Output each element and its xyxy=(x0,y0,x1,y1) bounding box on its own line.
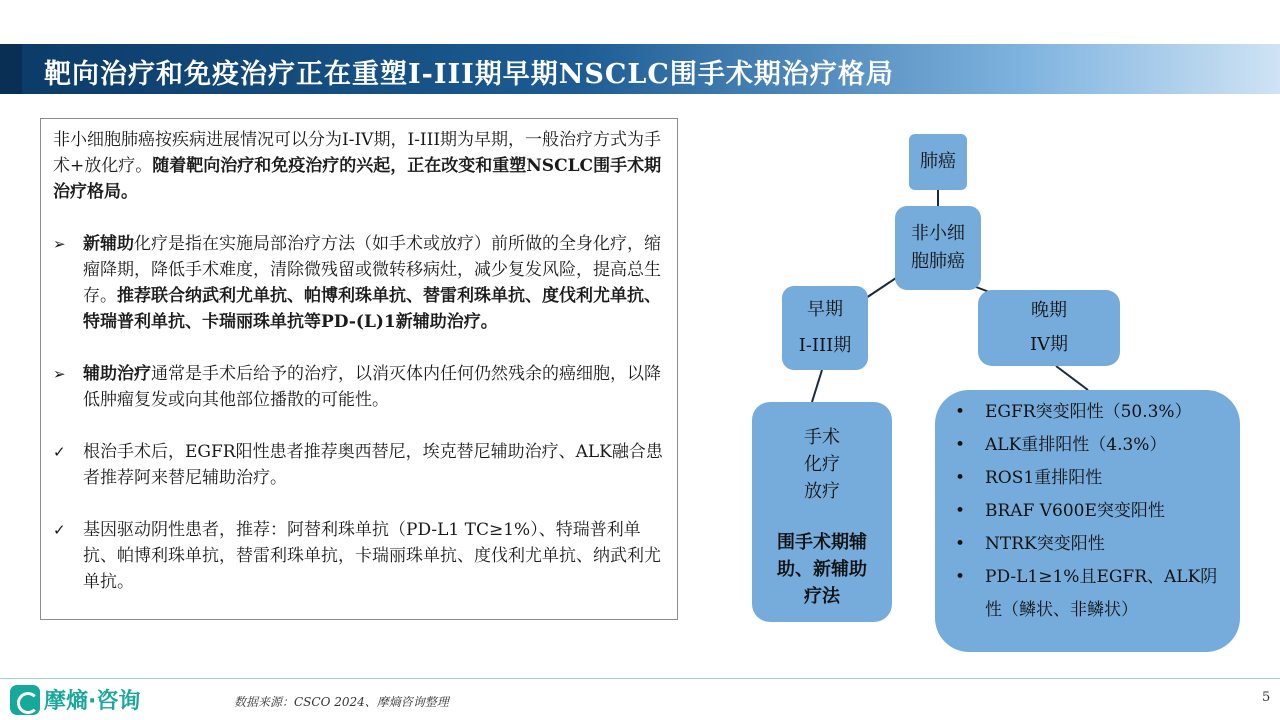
node-label-line1: 非小细 xyxy=(911,223,965,244)
list-item-egfr-alk xyxy=(53,439,665,491)
node-label-line2: 胞肺癌 xyxy=(911,251,965,272)
node-label-line2: IV期 xyxy=(1029,334,1069,355)
page-title: 靶向治疗和免疫治疗正在重塑I-III期早期NSCLC围手术期治疗格局 xyxy=(44,59,894,90)
title-accent xyxy=(0,44,22,94)
page-number: 5 xyxy=(1262,690,1271,705)
biomarker-text: NTRK突变阳性 xyxy=(985,534,1105,554)
intro-paragraph xyxy=(53,127,665,205)
bullet-icon: • xyxy=(955,534,966,554)
source-note: 数据来源：CSCO 2024、摩熵咨询整理 xyxy=(234,695,449,709)
node-biomarkers xyxy=(935,390,1240,652)
perioperative-label xyxy=(777,529,867,610)
intro-plain: 非小细胞肺癌按疾病进展情况可以分为I-IV期，I-III期为早期，一般治疗方式为手术+放化疗。 xyxy=(53,130,662,176)
node-surgery-treatment xyxy=(752,402,892,622)
biomarker-text: PD-L1≥1%且EGFR、ALK阴性（鳞状、非鳞状） xyxy=(985,567,1218,620)
biomarker-text: BRAF V600E突变阳性 xyxy=(985,501,1165,521)
item-plain: 通常是手术后给予的治疗，以消灭体内任何仍然残余的癌细胞，以降低肿瘤复发或向其他部位播散的可能性。 xyxy=(83,364,661,410)
text-panel xyxy=(40,118,678,620)
list-item-text xyxy=(83,231,665,335)
arrow-bullet-icon: ➢ xyxy=(53,365,66,383)
biomarker-text: ROS1重排阳性 xyxy=(985,468,1103,488)
biomarker-item xyxy=(955,495,1165,528)
bullet-icon: • xyxy=(955,435,966,455)
footer-divider xyxy=(0,678,1280,679)
list-item-text xyxy=(83,361,665,413)
intro-bold: 随着靶向治疗和免疫治疗的兴起，正在改变和重塑NSCLC围手术期治疗格局。 xyxy=(53,156,662,202)
logo-icon xyxy=(10,685,40,715)
bullet-icon: • xyxy=(955,567,966,587)
node-lung-cancer xyxy=(909,134,967,190)
list-item-text: 基因驱动阴性患者，推荐：阿替利珠单抗（PD-L1 TC≥1%）、特瑞普利单抗、帕博利珠单抗，替雷利珠单抗，卡瑞丽珠单抗、度伐利尤单抗、纳武利尤单抗。 xyxy=(83,520,661,592)
connector-nsclc-early xyxy=(866,278,896,298)
bullet-icon: • xyxy=(955,468,966,488)
arrow-bullet-icon: ➢ xyxy=(53,235,66,253)
node-label-line1: 早期 xyxy=(807,299,843,320)
perioperative-line: 围手术期辅 xyxy=(777,532,867,553)
bullet-icon: • xyxy=(955,501,966,521)
check-icon: ✓ xyxy=(53,443,66,461)
biomarker-item xyxy=(955,561,1225,627)
node-nsclc xyxy=(895,206,981,290)
biomarker-text: EGFR突变阳性（50.3%） xyxy=(985,402,1192,422)
perioperative-line: 助、新辅助 xyxy=(777,559,867,580)
item-plain: 化疗是指在实施局部治疗方法（如手术或放疗）前所做的全身化疗，缩瘤降期，降低手术难度，清除微残留或微转移病灶，减少复发风险，提高总生存。 xyxy=(83,234,661,306)
logo-text: 摩熵·咨询 xyxy=(44,689,141,714)
perioperative-line: 疗法 xyxy=(804,586,840,607)
title-bar xyxy=(0,44,1280,94)
list-item-text: 根治手术后，EGFR阳性患者推荐奥西替尼，埃克替尼辅助治疗、ALK融合患者推荐阿来替尼辅助治疗。 xyxy=(83,442,663,488)
connector-early-surgery xyxy=(812,370,822,402)
node-early-stage xyxy=(782,286,868,370)
biomarker-item xyxy=(955,429,1166,462)
biomarker-text: ALK重排阳性（4.3%） xyxy=(985,435,1167,455)
item-lead: 新辅助 xyxy=(83,234,134,254)
node-late-stage xyxy=(978,290,1120,366)
item-lead: 辅助治疗 xyxy=(83,364,151,384)
biomarker-item xyxy=(955,528,1105,561)
biomarker-item xyxy=(955,396,1192,429)
check-icon: ✓ xyxy=(53,521,66,539)
item-tail: 推荐联合纳武利尤单抗、帕博利珠单抗、替雷利珠单抗、度伐利尤单抗、特瑞普利单抗、卡瑞丽珠单抗等PD-(L)1新辅助治疗。 xyxy=(83,286,661,332)
node-label: 肺癌 xyxy=(920,151,956,172)
node-label-line2: I-III期 xyxy=(798,335,852,356)
treatment-line: 手术 xyxy=(804,427,840,448)
node-label-line1: 晚期 xyxy=(1031,300,1067,321)
treatment-line: 化疗 xyxy=(804,454,840,475)
treatment-line: 放疗 xyxy=(804,481,840,502)
connector-late-markers xyxy=(1056,366,1088,390)
list-item-driver-negative xyxy=(53,517,665,595)
biomarker-item xyxy=(955,462,1102,495)
logo xyxy=(10,684,140,715)
bullet-icon: • xyxy=(955,402,966,422)
list-item-adjuvant xyxy=(53,361,665,413)
list-item-neoadjuvant xyxy=(53,231,665,335)
